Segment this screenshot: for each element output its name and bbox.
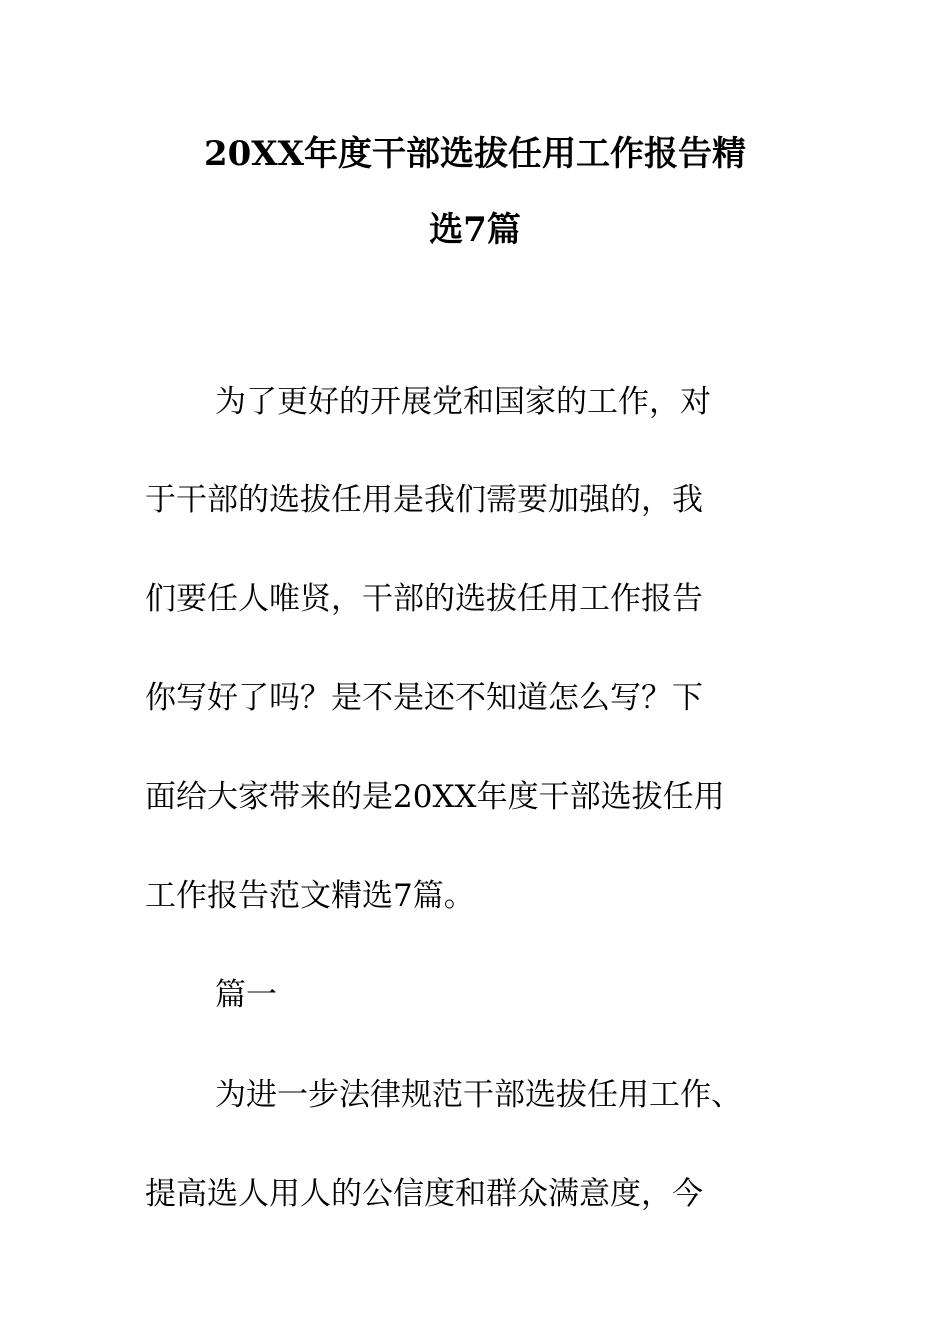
intro-paragraph-line: 们要任人唯贤，干部的选拔任用工作报告 bbox=[145, 581, 703, 617]
document-title-line-2: 选7篇 bbox=[429, 210, 521, 250]
intro-paragraph-line: 面给大家带来的是20XX年度干部选拔任用 bbox=[145, 779, 725, 815]
section-heading: 篇一 bbox=[215, 977, 277, 1013]
section-paragraph-line: 为进一步法律规范干部选拔任用工作、 bbox=[215, 1077, 742, 1113]
intro-paragraph-line: 为了更好的开展党和国家的工作，对 bbox=[215, 384, 711, 420]
section-paragraph-line: 提高选人用人的公信度和群众满意度，今 bbox=[145, 1176, 703, 1212]
intro-paragraph-line: 你写好了吗？是不是还不知道怎么写？下 bbox=[145, 680, 703, 716]
intro-paragraph-line: 于干部的选拔任用是我们需要加强的，我 bbox=[145, 482, 703, 518]
intro-paragraph-line: 工作报告范文精选7篇。 bbox=[145, 878, 475, 914]
document-title-line-1: 20XX年度干部选拔任用工作报告精 bbox=[203, 134, 747, 174]
